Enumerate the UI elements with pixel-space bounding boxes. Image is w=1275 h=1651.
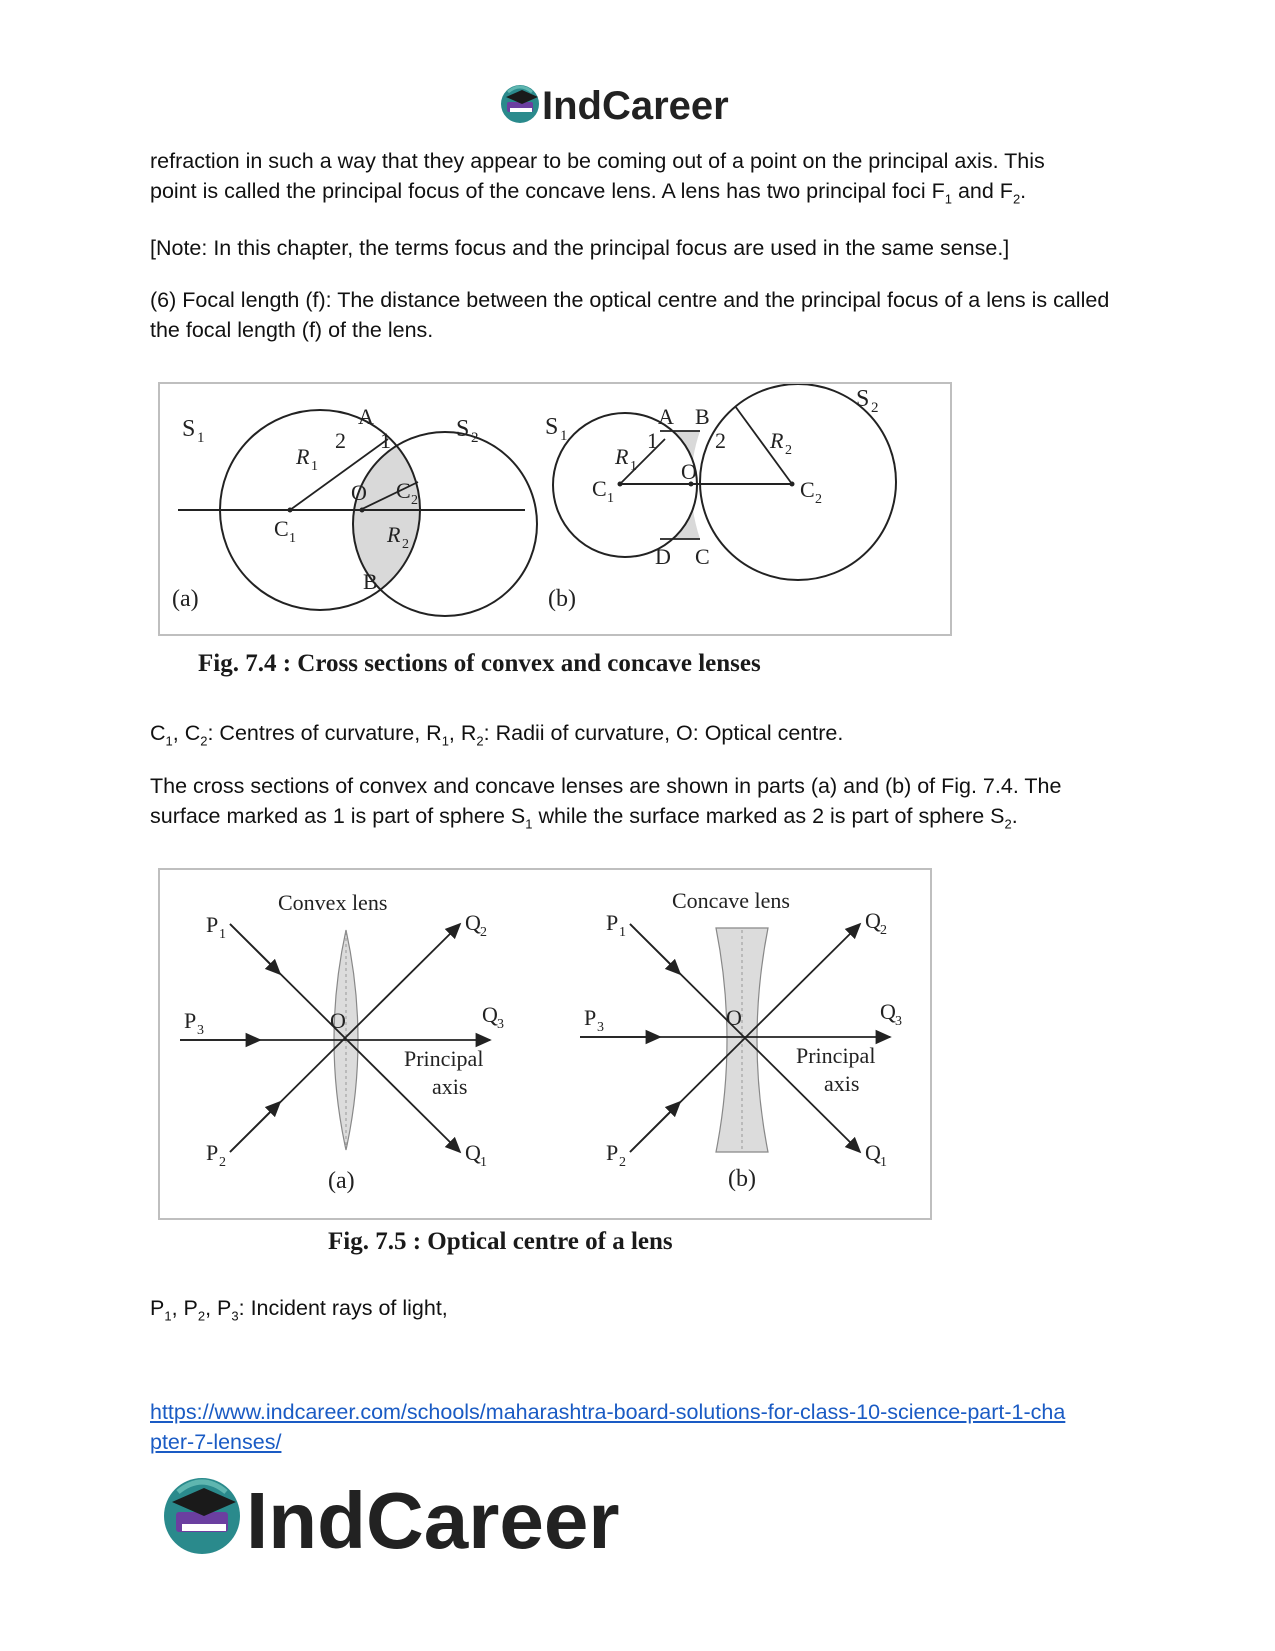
label-q2-sub: 2 <box>880 923 887 938</box>
label-p3: P <box>584 1005 597 1030</box>
label-d: D <box>655 544 671 569</box>
subscript: 1 <box>441 733 449 749</box>
subscript: 2 <box>1004 816 1012 832</box>
label-q1-sub: 1 <box>880 1155 887 1170</box>
label-c2-sub: 2 <box>815 492 822 507</box>
subscript: 1 <box>944 191 952 207</box>
figure-7-4 <box>158 382 952 636</box>
label-a: A <box>358 404 374 429</box>
label-s2-sub: 2 <box>871 400 879 416</box>
paragraph-principal-focus <box>150 146 1140 206</box>
label-p2: P <box>206 1140 219 1165</box>
link-line-2[interactable]: pter-7-lenses/ <box>150 1430 282 1454</box>
label-q3: Q <box>880 999 896 1024</box>
label-axis-2: axis <box>432 1074 468 1099</box>
footer-logo <box>160 1466 720 1566</box>
label-b: B <box>363 569 378 594</box>
text-line: while the surface marked as 2 is part of sphere S <box>532 804 1005 828</box>
label-r1-sub: 1 <box>311 459 318 474</box>
legend-fig-7-5 <box>150 1293 1140 1323</box>
label-s1: S <box>545 414 559 440</box>
label-q3-sub: 3 <box>895 1014 902 1029</box>
label-o: O <box>330 1008 346 1033</box>
label-p3-sub: 3 <box>197 1023 204 1038</box>
logo-text: IndCareer <box>246 1476 620 1565</box>
label-s2: S <box>856 386 870 412</box>
figure-7-4-caption: Fig. 7.4 : Cross sections of convex and concave lenses <box>198 650 761 677</box>
subscript: 3 <box>231 1308 239 1324</box>
label-p3-sub: 3 <box>597 1020 604 1035</box>
label-surface-2: 2 <box>335 428 346 453</box>
label-part-a: (a) <box>172 586 199 612</box>
label-c1-sub: 1 <box>289 531 296 546</box>
label-q3-sub: 3 <box>497 1017 504 1032</box>
source-link[interactable] <box>150 1397 1150 1457</box>
paragraph-focal-length: (6) Focal length (f): The distance between the optical centre and the principal focus of a lens is called the focal length (f) of the lens. <box>150 288 1110 342</box>
label-r2: R <box>387 522 401 547</box>
text-line: point is called the principal focus of the concave lens. A lens has two principal foci F <box>150 179 945 203</box>
figure-7-5 <box>158 868 932 1220</box>
label-c1: C <box>592 476 607 501</box>
label-s1: S <box>182 416 196 442</box>
label-p1: P <box>206 912 219 937</box>
label-p2: P <box>606 1140 619 1165</box>
label-c1: C <box>274 516 289 541</box>
label-q2-sub: 2 <box>480 925 487 940</box>
label-p1-sub: 1 <box>619 925 626 940</box>
text: , P <box>171 1296 198 1320</box>
legend-fig-7-4 <box>150 718 1140 748</box>
paragraph-cross-sections <box>150 771 1140 831</box>
convex-lens-diagram <box>172 404 537 616</box>
logo-text: IndCareer <box>542 84 729 128</box>
text: P <box>150 1296 165 1320</box>
label-b: B <box>695 404 710 429</box>
label-p3: P <box>184 1008 197 1033</box>
text-line: . <box>1011 804 1018 828</box>
label-surface-2: 2 <box>715 428 726 453</box>
label-part-b: (b) <box>548 586 576 612</box>
subscript: 1 <box>164 1308 172 1324</box>
label-s2-sub: 2 <box>471 430 479 446</box>
label-o: O <box>726 1005 742 1030</box>
convex-lens-rays <box>180 890 504 1194</box>
subscript: 2 <box>197 1308 206 1324</box>
label-c2-sub: 2 <box>411 493 418 508</box>
globe-cap-icon <box>501 85 539 123</box>
label-c2: C <box>800 477 815 502</box>
text-line: surface marked as 1 is part of sphere S <box>150 804 526 828</box>
label-o: O <box>681 459 697 484</box>
text: , R <box>448 721 477 745</box>
label-p2-sub: 2 <box>219 1155 226 1170</box>
label-c1-sub: 1 <box>607 491 614 506</box>
label-r1: R <box>296 444 310 469</box>
subscript: 2 <box>1012 191 1021 207</box>
label-q1: Q <box>465 1140 481 1165</box>
header-logo <box>498 78 778 130</box>
subscript: 1 <box>165 733 173 749</box>
label-r1-sub: 1 <box>630 459 637 474</box>
label-q1: Q <box>865 1140 881 1165</box>
label-axis-1: Principal <box>796 1043 876 1068</box>
label-r2-sub: 2 <box>785 443 792 458</box>
text: : Centres of curvature, R <box>207 721 442 745</box>
label-axis-1: Principal <box>404 1046 484 1071</box>
label-q3: Q <box>482 1002 498 1027</box>
concave-lens-diagram <box>545 384 896 612</box>
text: : Incident rays of light, <box>238 1296 448 1320</box>
globe-cap-icon <box>164 1478 240 1554</box>
figure-7-5-caption: Fig. 7.5 : Optical centre of a lens <box>328 1228 673 1255</box>
text: , P <box>205 1296 232 1320</box>
subscript: 1 <box>525 816 533 832</box>
label-s1-sub: 1 <box>197 430 205 446</box>
label-axis-2: axis <box>824 1071 860 1096</box>
text-line: and F <box>951 179 1013 203</box>
label-q2: Q <box>465 910 481 935</box>
label-r2: R <box>770 428 784 453</box>
label-p2-sub: 2 <box>619 1155 626 1170</box>
text: , C <box>172 721 201 745</box>
label-r1: R <box>615 444 629 469</box>
label-p1: P <box>606 910 619 935</box>
label-surface-1: 1 <box>647 428 658 453</box>
paragraph-note: [Note: In this chapter, the terms focus and the principal focus are used in the same sense.] <box>150 236 1010 260</box>
text: C <box>150 721 166 745</box>
text-line: refraction in such a way that they appear to be coming out of a point on the principal axis. This <box>150 149 1045 173</box>
concave-lens-rays <box>580 888 902 1192</box>
link-line-1[interactable]: https://www.indcareer.com/schools/maharashtra-board-solutions-for-class-10-science-part-1-cha <box>150 1400 1066 1424</box>
label-c2: C <box>396 478 411 503</box>
label-a: A <box>658 404 674 429</box>
label-q2: Q <box>865 908 881 933</box>
label-c: C <box>695 544 710 569</box>
text-line: . <box>1020 179 1027 203</box>
title-convex: Convex lens <box>278 890 388 915</box>
subscript: 2 <box>476 733 484 749</box>
title-concave: Concave lens <box>672 888 790 913</box>
label-q1-sub: 1 <box>480 1155 487 1170</box>
label-o: O <box>351 480 367 505</box>
label-s2: S <box>456 416 470 442</box>
label-p1-sub: 1 <box>219 927 226 942</box>
label-s1-sub: 1 <box>560 428 568 444</box>
label-part-b: (b) <box>728 1166 756 1192</box>
label-part-a: (a) <box>328 1168 355 1194</box>
subscript: 2 <box>200 733 208 749</box>
label-r2-sub: 2 <box>402 537 409 552</box>
text-line: The cross sections of convex and concave lenses are shown in parts (a) and (b) of Fig. 7.4. The <box>150 774 1062 798</box>
label-surface-1: 1 <box>380 428 391 453</box>
text: : Radii of curvature, O: Optical centre. <box>483 721 844 745</box>
